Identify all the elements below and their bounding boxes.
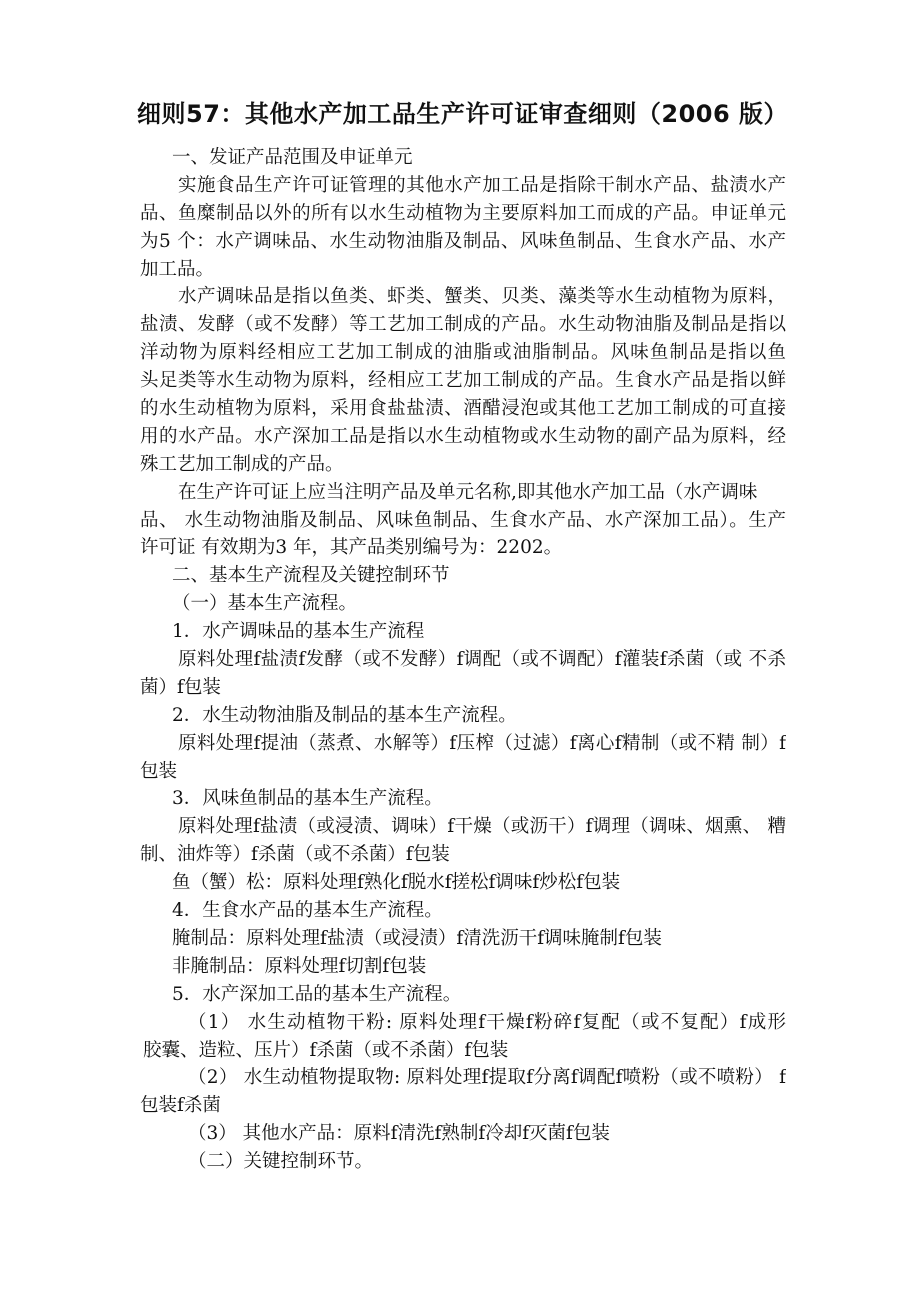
- item-heading: 2．水生动物油脂及制品的基本生产流程。: [172, 704, 517, 726]
- paragraph-line: 在生产许可证上应当注明产品及单元名称,即其他水产加工品（水产调味: [178, 481, 758, 503]
- process-flow-line: 包装f杀菌: [140, 1095, 221, 1117]
- process-flow-line: 菌）f包装: [140, 676, 221, 698]
- process-flow-line: 胶囊、造粒、压片）f杀菌（或不杀菌）f包装: [143, 1039, 509, 1061]
- item-heading: 4．生食水产品的基本生产流程。: [172, 900, 443, 922]
- process-flow-line: 包装: [140, 760, 178, 782]
- process-flow-line: 鱼（蟹）松：原料处理f熟化f脱水f搓松f调味f炒松f包装: [172, 872, 621, 894]
- item-heading: 5．水产深加工品的基本生产流程。: [172, 983, 462, 1005]
- section-heading: 一、发证产品范围及申证单元: [172, 147, 413, 168]
- process-flow-line: 腌制品：原料处理f盐渍（或浸渍）f清洗沥干f调味腌制f包装: [172, 927, 662, 949]
- paragraph-line: 品、 水生动物油脂及制品、风味鱼制品、生食水产品、水产深加工品）。生产: [140, 509, 786, 531]
- item-heading: 1．水产调味品的基本生产流程: [172, 621, 425, 643]
- subsection-heading: （一）基本生产流程。: [172, 593, 358, 615]
- process-flow-line: （1） 水生动植物干粉: 原料处理f干燥f粉碎f复配（或不复配）f成形: [188, 1011, 786, 1033]
- document-body: [140, 144, 786, 1176]
- paragraph-line: 洋动物为原料经相应工艺加工制成的油脂或油脂制品。风味鱼制品是指以鱼: [140, 342, 786, 364]
- paragraph-line: 盐渍、发酵（或不发酵）等工艺加工制成的产品。水生动物油脂及制品是指以: [140, 314, 786, 336]
- paragraph-line: 实施食品生产许可证管理的其他水产加工品是指除干制水产品、盐渍水产: [178, 174, 786, 196]
- process-flow-line: 非腌制品：原料处理f切割f包装: [172, 955, 427, 977]
- paragraph-line: 用的水产品。水产深加工品是指以水生动植物或水生动物的副产品为原料，经: [140, 425, 786, 447]
- document-title: 细则57：其他水产加工品生产许可证审查细则（2006 版）: [137, 100, 789, 128]
- item-heading: 3．风味鱼制品的基本生产流程。: [172, 788, 443, 810]
- paragraph-line: 殊工艺加工制成的产品。: [140, 453, 344, 475]
- process-flow-line: 原料处理f盐渍（或浸渍、调味）f干燥（或沥干）f调理（调味、烟熏、 糟: [178, 816, 786, 838]
- section-heading: 二、基本生产流程及关键控制环节: [172, 565, 450, 587]
- process-flow-line: 制、油炸等）f杀菌（或不杀菌）f包装: [140, 844, 450, 866]
- paragraph-line: 为5 个：水产调味品、水生动物油脂及制品、风味鱼制品、生食水产品、水产: [140, 230, 786, 252]
- paragraph-line: 水产调味品是指以鱼类、虾类、蟹类、贝类、藻类等水生动植物为原料，: [178, 286, 786, 308]
- paragraph-line: 许可证 有效期为3 年，其产品类别编号为：2202。: [140, 537, 563, 559]
- process-flow-line: 原料处理f盐渍f发酵（或不发酵）f调配（或不调配）f灌装f杀菌（或 不杀: [178, 649, 786, 671]
- subsection-heading: （二）关键控制环节。: [188, 1151, 374, 1173]
- paragraph-line: 加工品。: [140, 258, 215, 280]
- process-flow-line: （3） 其他水产品：原料f清洗f熟制f冷却f灭菌f包装: [188, 1123, 610, 1145]
- process-flow-line: 原料处理f提油（蒸煮、水解等）f压榨（过滤）f离心f精制（或不精 制）f: [178, 732, 786, 754]
- paragraph-line: 头足类等水生动物为原料，经相应工艺加工制成的产品。生食水产品是指以鲜: [140, 370, 786, 392]
- paragraph-line: 品、鱼糜制品以外的所有以水生动植物为主要原料加工而成的产品。申证单元: [140, 202, 786, 224]
- process-flow-line: （2） 水生动植物提取物: 原料处理f提取f分离f调配f喷粉（或不喷粉） f: [188, 1067, 786, 1089]
- paragraph-line: 的水生动植物为原料，采用食盐盐渍、酒醋浸泡或其他工艺加工制成的可直接: [140, 398, 786, 420]
